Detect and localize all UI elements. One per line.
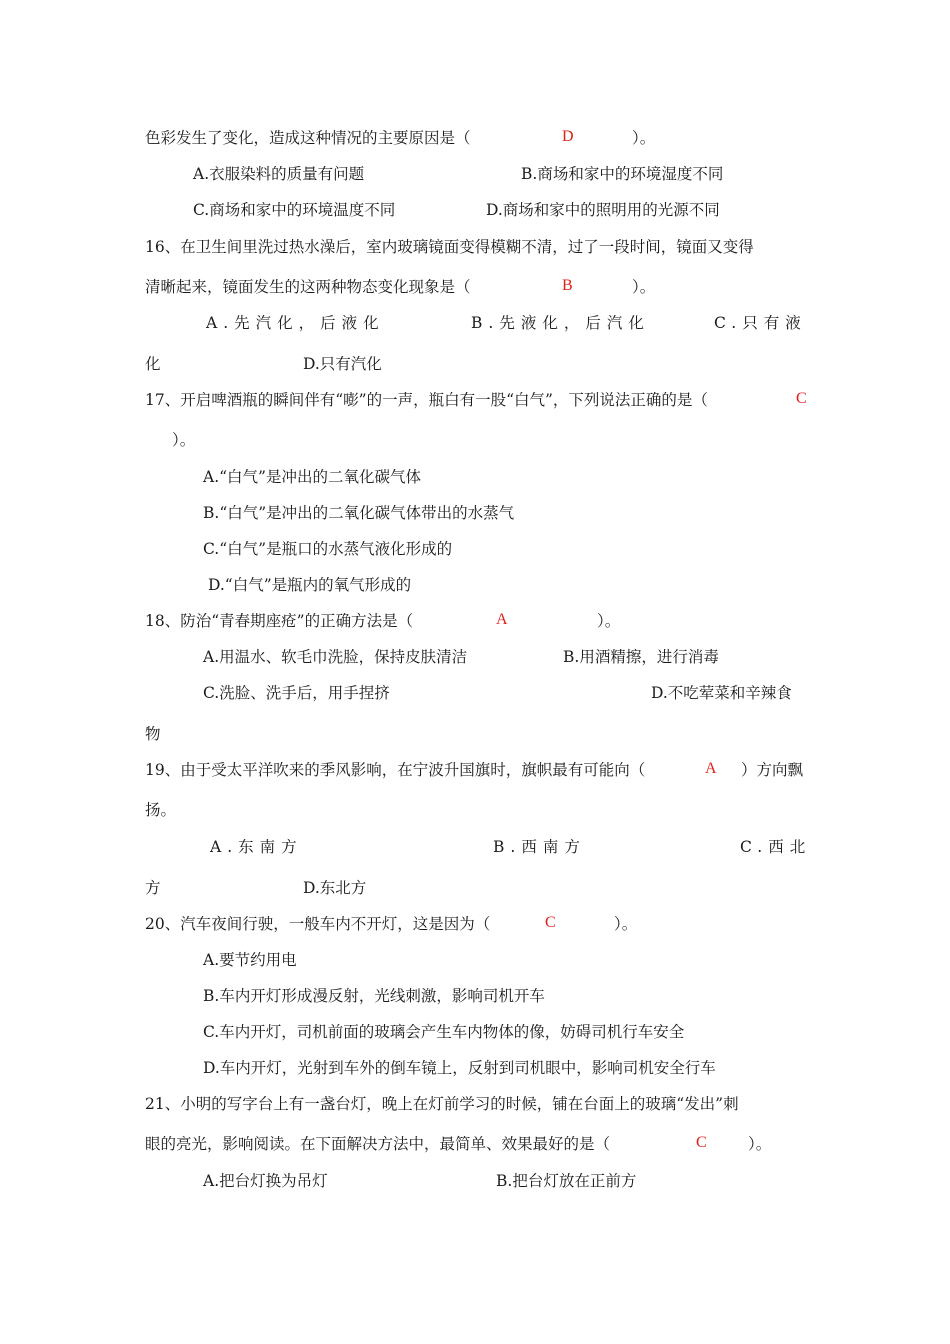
q16-answer: B — [562, 277, 573, 294]
q21-stem-line1: 21、小明的写字台上有一盏台灯，晚上在灯前学习的时候，铺在台面上的玻璃“发出”刺 — [145, 1095, 739, 1113]
q17-option-b: B.“白气”是冲出的二氧化碳气体带出的水蒸气 — [203, 504, 515, 522]
q20-stem: 20、汽车夜间行驶，一般车内不开灯，这是因为（ — [145, 915, 491, 933]
q18-option-d: D.不吃荤菜和辛辣食 — [651, 684, 792, 702]
q19-answer: A — [705, 760, 717, 777]
q20-option-a: A.要节约用电 — [203, 951, 297, 969]
q17-stem-line2: ）。 — [172, 431, 196, 449]
q16-stem-line2: 清晰起来，镜面发生的这两种物态变化现象是（ — [145, 278, 471, 296]
q18-answer: A — [496, 611, 508, 628]
q19-stem-line1-close: ）方向飘 — [741, 761, 804, 779]
q18-option-d-cont: 物 — [145, 725, 161, 743]
q15-stem: 色彩发生了变化，造成这种情况的主要原因是（ — [145, 129, 471, 147]
q21-answer: C — [696, 1134, 707, 1151]
q16-option-c-cont: 化 — [145, 355, 161, 373]
q19-stem-line2: 扬。 — [145, 801, 177, 819]
q18-option-b: B.用酒精擦，进行消毒 — [563, 648, 719, 666]
q18-stem: 18、防治“青春期座疮”的正确方法是（ — [145, 612, 414, 630]
q20-answer: C — [545, 914, 556, 931]
q18-close: ）。 — [597, 612, 621, 630]
q20-option-b: B.车内开灯形成漫反射，光线刺激，影响司机开车 — [203, 987, 545, 1005]
q15-option-c: C.商场和家中的环境温度不同 — [193, 201, 396, 219]
q15-option-a: A.衣服染料的质量有问题 — [193, 165, 365, 183]
q17-option-a: A.“白气”是冲出的二氧化碳气体 — [203, 468, 421, 486]
q20-option-d: D.车内开灯，光射到车外的倒车镜上，反射到司机眼中，影响司机安全行车 — [203, 1059, 716, 1077]
q20-close: ）。 — [614, 915, 638, 933]
q21-stem-line2: 眼的亮光，影响阅读。在下面解决方法中，最简单、效果最好的是（ — [145, 1135, 611, 1153]
q16-option-d: D.只有汽化 — [303, 355, 382, 373]
q17-stem-line1: 17、开启啤酒瓶的瞬间伴有“嘭”的一声，瓶白有一股“白气”，下列说法正确的是（ — [145, 391, 708, 409]
q19-option-c: C.西北 — [740, 838, 812, 856]
q16-close: ）。 — [632, 278, 656, 296]
q16-option-a: A.先汽化，后液化 — [206, 314, 385, 332]
q19-option-d: D.东北方 — [303, 879, 367, 897]
q21-option-a: A.把台灯换为吊灯 — [203, 1172, 328, 1190]
q15-answer: D — [562, 128, 574, 145]
q15-option-d: D.商场和家中的照明用的光源不同 — [486, 201, 720, 219]
q18-option-c: C.洗脸、洗手后，用手捏挤 — [203, 684, 390, 702]
q21-option-b: B.把台灯放在正前方 — [496, 1172, 637, 1190]
q19-stem-line1: 19、由于受太平洋吹来的季风影响，在宁波升国旗时，旗帜最有可能向（ — [145, 761, 646, 779]
q20-option-c: C.车内开灯，司机前面的玻璃会产生车内物体的像，妨碍司机行车安全 — [203, 1023, 685, 1041]
q18-option-a: A.用温水、软毛巾洗脸，保持皮肤清洁 — [203, 648, 468, 666]
q15-close: ）。 — [632, 129, 656, 147]
q16-stem-line1: 16、在卫生间里洗过热水澡后，室内玻璃镜面变得模糊不清，过了一段时间，镜面又变得 — [145, 238, 754, 256]
q17-option-c: C.“白气”是瓶口的水蒸气液化形成的 — [203, 540, 453, 558]
q21-close: ）。 — [748, 1135, 772, 1153]
q16-option-b: B.先液化，后汽化 — [471, 314, 650, 332]
q19-option-c-cont: 方 — [145, 879, 161, 897]
q19-option-b: B.西南方 — [493, 838, 586, 856]
q16-option-c: C.只有液 — [714, 314, 807, 332]
q19-option-a: A.东南方 — [210, 838, 303, 856]
q17-option-d: D.“白气”是瓶内的氧气形成的 — [208, 576, 412, 594]
q15-option-b: B.商场和家中的环境湿度不同 — [521, 165, 724, 183]
q17-answer: C — [796, 390, 807, 407]
